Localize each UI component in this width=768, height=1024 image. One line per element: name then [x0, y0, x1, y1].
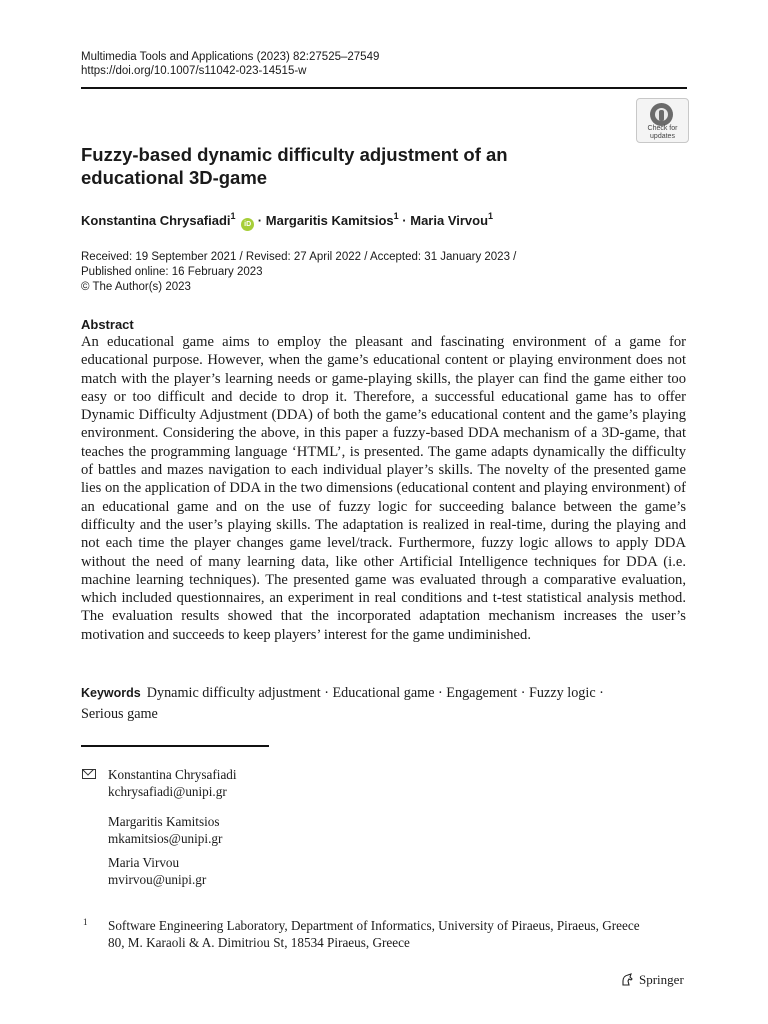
abstract-heading: Abstract [81, 317, 134, 332]
publication-dates [81, 250, 516, 295]
author-separator: · [402, 213, 407, 228]
author-name[interactable]: Konstantina Chrysafiadi [81, 213, 231, 228]
author-list [81, 210, 494, 231]
springer-horse-icon [620, 973, 634, 987]
affiliation-text: Software Engineering Laboratory, Department of Informatics, University of Piraeus, Piraeus, Greece 80, M. Karaoli & A. Dimitriou St, 18534 Piraeus, Greece [108, 918, 640, 950]
author-name[interactable]: Maria Virvou [410, 213, 489, 228]
header-rule [81, 87, 687, 89]
dates-line: Published online: 16 February 2023 [81, 266, 263, 278]
affiliation-number: 1 [83, 917, 88, 927]
affiliation-marker: 1 [393, 210, 399, 221]
paper-title: Fuzzy-based dynamic difficulty adjustment of an educational 3D-game [81, 144, 508, 188]
publisher-name: Springer [639, 972, 684, 987]
journal-header [81, 50, 379, 78]
author-name[interactable]: Margaritis Kamitsios [265, 213, 394, 228]
affiliation-marker: 1 [488, 210, 494, 221]
abstract-text: An educational game aims to employ the pleasant and fascinating environment of a game for educational purpose. However, when the game’s educational content or playing environment does not match with the player’s learning needs or game-playing skills, the player can find the game either too easy or too difficult and decide to drop it. Therefore, a successful educational game has to offer Dynamic Difficulty Adjustment (DDA) of both the game’s educational content and the game’s playing environment. Considering the above, in this paper a fuzzy-based DDA mechanism of a 3D-game, that teaches the programming language ‘HTML’, is presented. The game adapts dynamically the difficulty of battles and mazes navigation to each individual player’s skills. The novelty of the presented game lies on the application of DDA in the two dimensions (educational content and playing environment) of an educational game and on the use of fuzzy logic for succeeding balance between the game’s difficulty and the user’s playing skills. The adaptation is realized in real-time, during the playing and not each time the player changes game level/track. Furthermore, fuzzy logic allows to apply DDA without the need of many learning data, like other Artificial Intelligence techniques for DDA (i.e. machine learning techniques). The presented game was evaluated through a comparative evaluation, which included questionnaires, an experiment in real conditions and t-test statistical analysis method. The evaluation results showed that the incorporated adaptation mechanism increases the user’s motivation and succeeds to keep players’ interest for the game undiminished. [81, 334, 686, 643]
keywords-list: Serious game [81, 706, 158, 722]
author-separator: · [257, 213, 263, 228]
author-contact [108, 854, 206, 888]
envelope-icon[interactable] [82, 769, 96, 779]
contact-name: Margaritis Kamitsios [108, 814, 220, 829]
author-contact [108, 813, 222, 847]
contact-email[interactable]: mkamitsios@unipi.gr [108, 831, 223, 846]
bookmark-icon [650, 103, 673, 126]
copyright-line: © The Author(s) 2023 [81, 281, 191, 293]
check-for-updates-label: Check for updates [647, 125, 678, 140]
journal-citation: Multimedia Tools and Applications (2023) 82:27525–27549 [81, 51, 380, 63]
check-for-updates-badge[interactable] [636, 98, 689, 143]
contact-email[interactable]: mvirvou@unipi.gr [108, 872, 207, 887]
contact-name: Maria Virvou [108, 855, 180, 870]
contact-email[interactable]: kchrysafiadi@unipi.gr [108, 784, 227, 799]
affiliation-marker: 1 [230, 210, 236, 221]
corresponding-author [108, 766, 237, 800]
dates-line: Received: 19 September 2021 / Revised: 27 April 2022 / Accepted: 31 January 2023 / [81, 251, 517, 263]
keywords-list: Dynamic difficulty adjustment · Educational game · Engagement · Fuzzy logic · [146, 685, 604, 701]
footnote-rule [81, 745, 269, 747]
publisher-logo [620, 972, 684, 988]
doi-link[interactable]: https://doi.org/10.1007/s11042-023-14515-w [81, 65, 307, 77]
keywords-section [81, 683, 686, 725]
keywords-label: Keywords [81, 686, 141, 700]
orcid-icon[interactable]: iD [241, 218, 254, 231]
contact-name: Konstantina Chrysafiadi [108, 767, 237, 782]
